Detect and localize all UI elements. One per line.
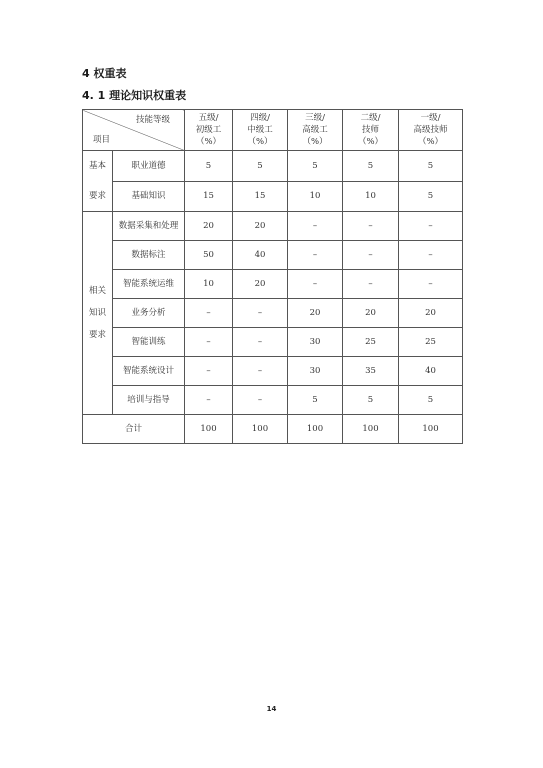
value-cell: 5 bbox=[233, 151, 288, 182]
row-label: 业务分析 bbox=[113, 299, 185, 328]
row-label: 智能系统运维 bbox=[113, 270, 185, 299]
value-cell: – bbox=[343, 241, 399, 270]
level-unit: （%） bbox=[417, 137, 444, 147]
value-cell: 5 bbox=[185, 151, 233, 182]
total-label: 合计 bbox=[83, 415, 185, 444]
level-unit: （%） bbox=[247, 137, 273, 147]
group-label-related bbox=[83, 212, 113, 415]
total-value-cell: 100 bbox=[343, 415, 399, 444]
level-unit: （%） bbox=[357, 137, 384, 147]
value-cell: 20 bbox=[233, 212, 288, 241]
value-cell: 5 bbox=[288, 151, 343, 182]
level-header-cell bbox=[185, 110, 233, 151]
level-header-cell bbox=[399, 110, 463, 151]
group-label-line: 要求 bbox=[88, 191, 106, 201]
value-cell: 20 bbox=[185, 212, 233, 241]
value-cell: 20 bbox=[233, 270, 288, 299]
table-row bbox=[83, 212, 463, 241]
table-row bbox=[83, 299, 463, 328]
table-row bbox=[83, 151, 463, 182]
page-number: 14 bbox=[266, 705, 277, 713]
table-row bbox=[83, 241, 463, 270]
value-cell: 15 bbox=[185, 181, 233, 212]
level-unit: （%） bbox=[302, 137, 328, 147]
value-cell: 20 bbox=[399, 299, 463, 328]
value-cell: 10 bbox=[185, 270, 233, 299]
total-value-cell: 100 bbox=[399, 415, 463, 444]
value-cell: – bbox=[288, 270, 343, 299]
value-cell: 5 bbox=[399, 151, 463, 182]
level-title: 高级工 bbox=[302, 125, 328, 135]
value-cell: 40 bbox=[233, 241, 288, 270]
row-label: 智能系统设计 bbox=[113, 357, 185, 386]
group-label-line: 知识 bbox=[88, 308, 106, 318]
value-cell: – bbox=[233, 299, 288, 328]
group-label-basic bbox=[83, 151, 113, 212]
subsection-heading: 4. 1 理论知识权重表 bbox=[82, 89, 187, 102]
level-name: 三级/ bbox=[305, 113, 325, 123]
value-cell: 25 bbox=[343, 328, 399, 357]
total-value-cell: 100 bbox=[185, 415, 233, 444]
weight-table bbox=[82, 109, 463, 444]
level-unit: （%） bbox=[195, 137, 222, 147]
row-label: 数据采集和处理 bbox=[113, 212, 185, 241]
value-cell: 30 bbox=[288, 357, 343, 386]
value-cell: – bbox=[288, 241, 343, 270]
row-label: 智能训练 bbox=[113, 328, 185, 357]
level-name: 五级/ bbox=[198, 113, 219, 123]
value-cell: 5 bbox=[399, 181, 463, 212]
value-cell: – bbox=[185, 328, 233, 357]
value-cell: 35 bbox=[343, 357, 399, 386]
level-title: 高级技师 bbox=[413, 125, 448, 135]
group-label-line: 基本 bbox=[88, 161, 106, 171]
level-title: 技师 bbox=[361, 125, 379, 135]
total-row bbox=[83, 415, 463, 444]
value-cell: 25 bbox=[399, 328, 463, 357]
corner-header-cell bbox=[83, 110, 185, 151]
value-cell: 15 bbox=[233, 181, 288, 212]
total-value-cell: 100 bbox=[288, 415, 343, 444]
row-label: 职业道德 bbox=[113, 151, 185, 182]
level-header-cell bbox=[288, 110, 343, 151]
value-cell: – bbox=[233, 357, 288, 386]
table-row bbox=[83, 270, 463, 299]
section-heading: 4 权重表 bbox=[82, 67, 127, 80]
value-cell: – bbox=[233, 386, 288, 415]
table-row bbox=[83, 181, 463, 212]
table-row bbox=[83, 328, 463, 357]
group-label-line: 相关 bbox=[88, 286, 106, 296]
row-label: 数据标注 bbox=[113, 241, 185, 270]
value-cell: 40 bbox=[399, 357, 463, 386]
corner-item-label: 项目 bbox=[93, 135, 111, 145]
value-cell: 10 bbox=[288, 181, 343, 212]
value-cell: 20 bbox=[288, 299, 343, 328]
value-cell: 5 bbox=[399, 386, 463, 415]
value-cell: 50 bbox=[185, 241, 233, 270]
value-cell: 5 bbox=[343, 386, 399, 415]
corner-skill-label: 技能等级 bbox=[135, 115, 170, 125]
value-cell: – bbox=[399, 241, 463, 270]
value-cell: – bbox=[185, 386, 233, 415]
value-cell: 5 bbox=[288, 386, 343, 415]
value-cell: 10 bbox=[343, 181, 399, 212]
total-value-cell: 100 bbox=[233, 415, 288, 444]
value-cell: – bbox=[288, 212, 343, 241]
table-row bbox=[83, 357, 463, 386]
value-cell: 5 bbox=[343, 151, 399, 182]
table-header-row bbox=[83, 110, 463, 151]
value-cell: – bbox=[343, 270, 399, 299]
value-cell: – bbox=[343, 212, 399, 241]
row-label: 基础知识 bbox=[113, 181, 185, 212]
level-header-cell bbox=[343, 110, 399, 151]
level-title: 中级工 bbox=[247, 125, 273, 135]
value-cell: 20 bbox=[343, 299, 399, 328]
value-cell: – bbox=[185, 357, 233, 386]
table-row bbox=[83, 386, 463, 415]
value-cell: – bbox=[399, 212, 463, 241]
value-cell: – bbox=[185, 299, 233, 328]
level-title: 初级工 bbox=[195, 125, 222, 135]
row-label: 培训与指导 bbox=[113, 386, 185, 415]
value-cell: – bbox=[399, 270, 463, 299]
group-label-line: 要求 bbox=[88, 330, 106, 340]
level-header-cell bbox=[233, 110, 288, 151]
level-name: 一级/ bbox=[420, 113, 441, 123]
level-name: 二级/ bbox=[360, 113, 381, 123]
value-cell: 30 bbox=[288, 328, 343, 357]
value-cell: – bbox=[233, 328, 288, 357]
level-name: 四级/ bbox=[250, 113, 270, 123]
